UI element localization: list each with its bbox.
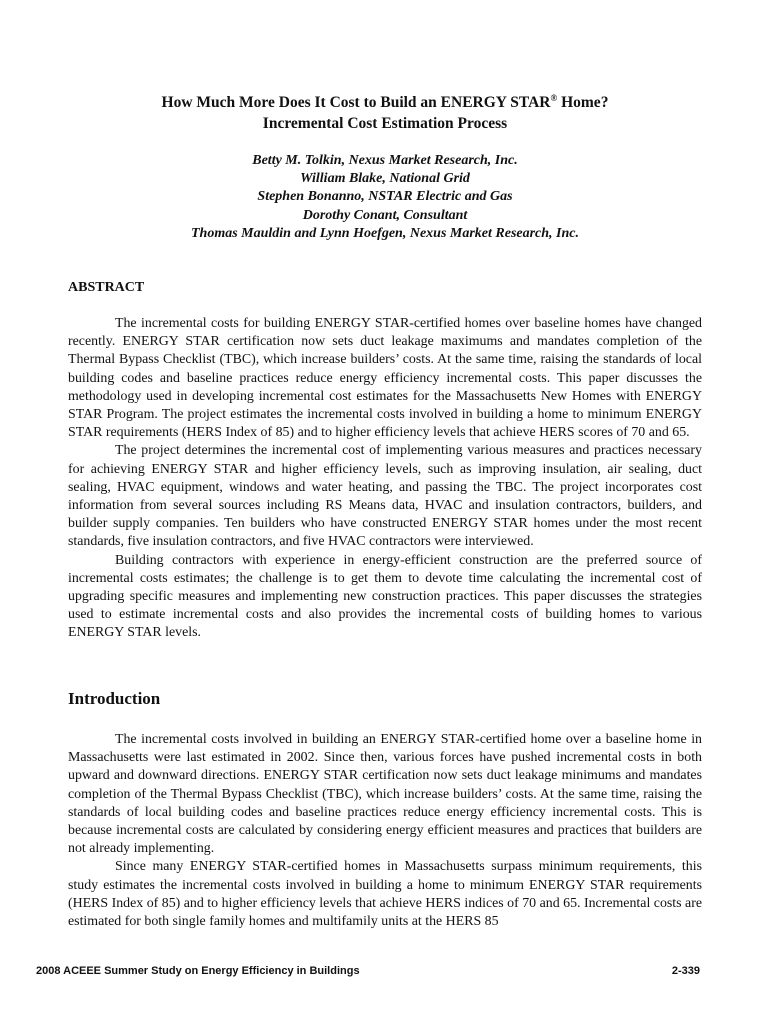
introduction-body bbox=[68, 731, 702, 931]
registered-mark: ® bbox=[550, 93, 558, 103]
author-line: Dorothy Conant, Consultant bbox=[302, 207, 468, 223]
abstract-paragraph: The project determines the incremental cost of implementing various measures and practices necessary for achieving ENERGY STAR and higher efficiency levels, such as improving insulation, air sealing, duct sealing, HVAC equipment, windows and water heating, and passing the TBC. The project incorporates cost information from several sources including RS Means data, HVAC and insulation contractors, builders, and builder supply companies. Ten builders who have constructed ENERGY STAR homes under the most recent standards, five insulation contractors, and five HVAC contractors were interviewed. bbox=[68, 443, 702, 550]
introduction-paragraph: Since many ENERGY STAR-certified homes in Massachusetts surpass minimum requirements, this study estimates the incremental costs involved in building a home to minimum ENERGY STAR requirements (HERS Index of 85) and to higher efficiency levels that achieve HERS indices of 70 and 65. Incremental costs are estimated for both single family homes and multifamily units at the HERS 85 bbox=[68, 859, 702, 930]
paper-title bbox=[68, 92, 702, 134]
footer-conference: 2008 ACEEE Summer Study on Energy Efficiency in Buildings bbox=[36, 965, 360, 977]
footer-page-number: 2-339 bbox=[671, 965, 700, 977]
author-line: Thomas Mauldin and Lynn Hoefgen, Nexus Market Research, Inc. bbox=[190, 225, 579, 241]
author-line: Stephen Bonanno, NSTAR Electric and Gas bbox=[257, 189, 513, 205]
abstract-body bbox=[68, 315, 702, 643]
abstract-heading: ABSTRACT bbox=[68, 280, 145, 295]
title-main-text: How Much More Does It Cost to Build an ENERGY STAR bbox=[161, 94, 551, 111]
author-list bbox=[68, 152, 702, 243]
author-line: William Blake, National Grid bbox=[300, 171, 470, 187]
abstract-paragraph: Building contractors with experience in energy-efficient construction are the preferred source of incremental costs estimates; the challenge is to get them to devote time calculating the incremental cost of upgrading specific measures and implementing new construction practices. This paper discusses the strategies used to estimate incremental costs and also provides the incremental costs of building homes to various ENERGY STAR levels. bbox=[68, 552, 702, 641]
introduction-paragraph: The incremental costs involved in building an ENERGY STAR-certified home over a baseline home in Massachusetts were last estimated in 2002. Since then, various forces have pushed incremental costs in both upward and downward directions. ENERGY STAR certification now sets duct leakage minimums and mandates completion of the Thermal Bypass Checklist (TBC), which increase builders’ costs. At the same time, raising the standards of local building codes and baseline practices reduce energy efficiency incremental costs. This is because incremental costs are calculated by considering energy efficient measures and practices that builders are not already implementing. bbox=[68, 732, 702, 857]
author-line: Betty M. Tolkin, Nexus Market Research, Inc. bbox=[252, 153, 518, 168]
introduction-heading: Introduction bbox=[68, 689, 161, 708]
title-end-text: Home? bbox=[557, 94, 609, 111]
abstract-paragraph: The incremental costs for building ENERGY STAR-certified homes over baseline homes have changed recently. ENERGY STAR certification now sets duct leakage maximums and mandates completion of the Thermal Bypass Checklist (TBC), which increase builders’ costs. At the same time, raising the standards of local building codes and baseline practices reduce energy efficiency incremental costs. This paper discusses the methodology used in developing incremental cost estimates for the Massachusetts New Homes with ENERGY STAR Program. The project estimates the incremental costs involved in building a home to minimum ENERGY STAR requirements (HERS Index of 85) and to higher efficiency levels that achieve HERS scores of 70 and 65. bbox=[68, 316, 702, 441]
title-line-2: Incremental Cost Estimation Process bbox=[262, 115, 508, 132]
title-line-1 bbox=[68, 92, 702, 113]
